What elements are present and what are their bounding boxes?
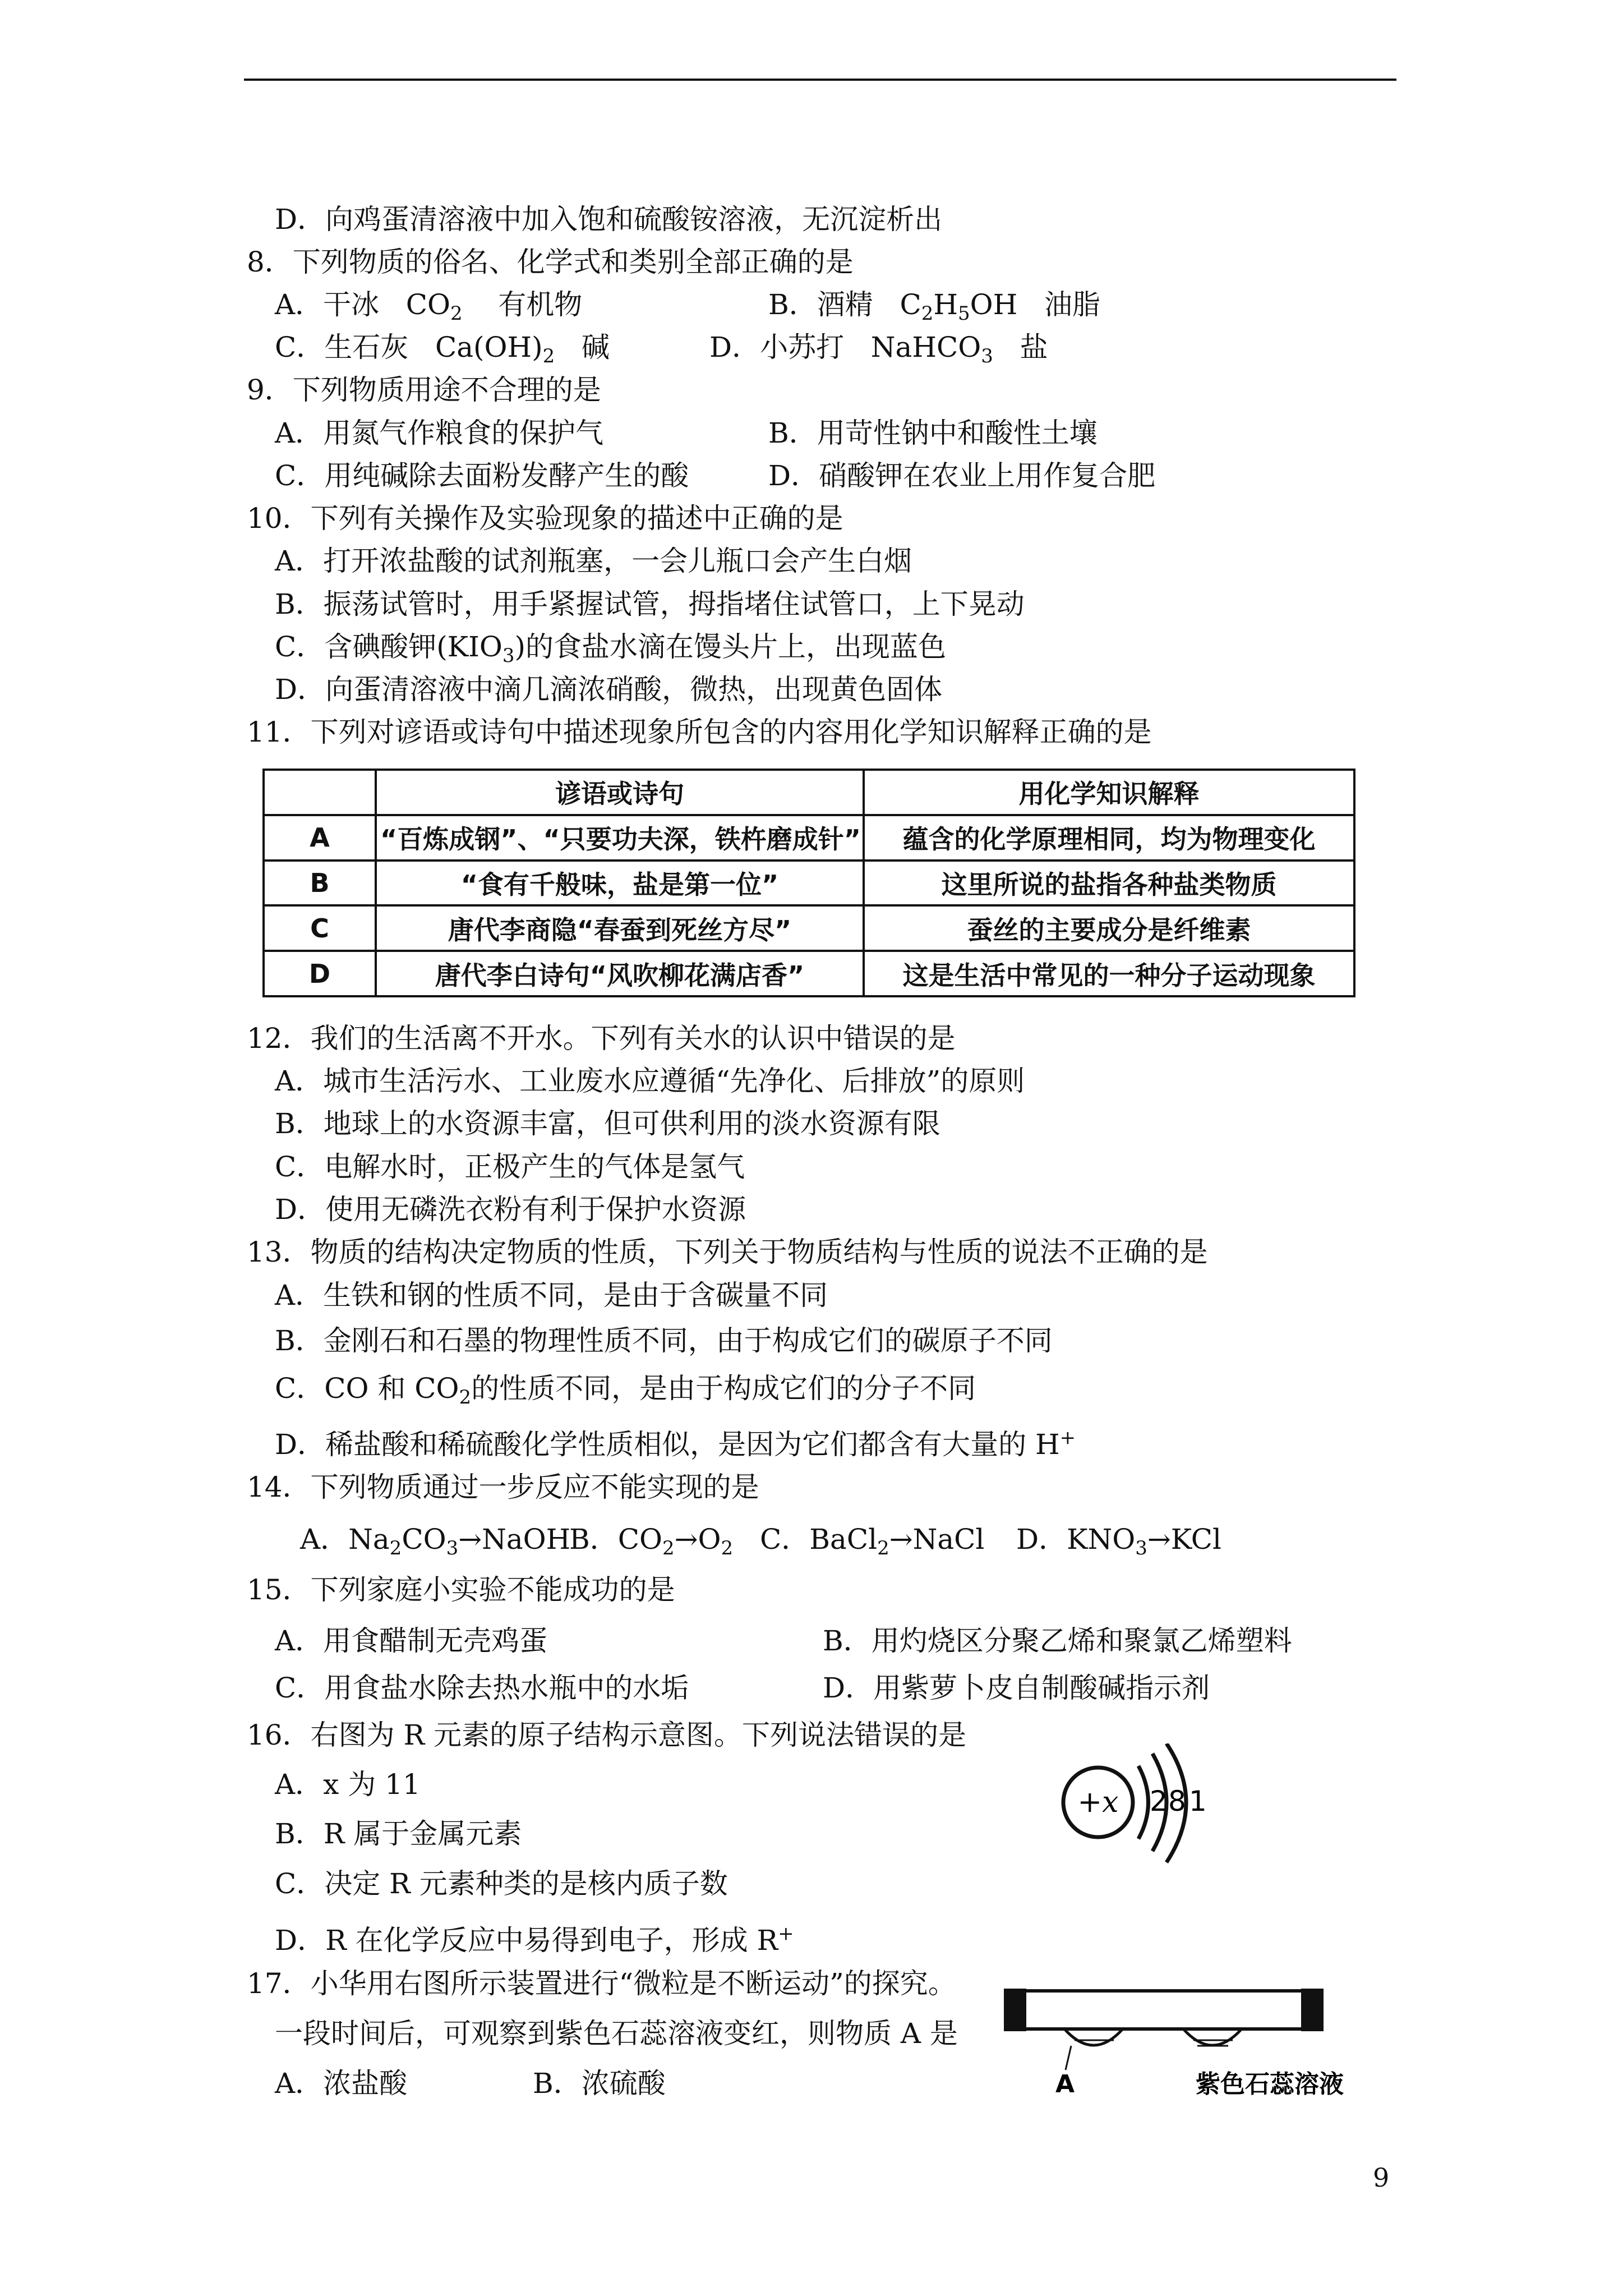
q14-option-d: D．$KNO_3\to KCl$ <box>1016 1523 1221 1559</box>
q13-stem: 13．物质的结构决定物质的性质，下列关于物质结构与性质的说法不正确的是 <box>247 1236 1208 1268</box>
q12-option-b: B．地球上的水资源丰富，但可供利用的淡水资源有限 <box>275 1107 940 1140</box>
q16-option-b: B．R 属于金属元素 <box>275 1818 522 1850</box>
q17-option-b: B．浓硫酸 <box>533 2067 666 2100</box>
q15-option-a: A．用食醋制无壳鸡蛋 <box>275 1625 548 1657</box>
q14-option-a: A．$Na_2CO_3\to NaOH$ <box>300 1523 571 1559</box>
label-a-leader <box>1066 2046 1071 2070</box>
q13-option-d: D．稀盐酸和稀硫酸化学性质相似，是因为它们都含有大量的 H+ <box>275 1427 1076 1461</box>
table-cell-explain: 这里所说的盐指各种盐类物质 <box>864 861 1354 906</box>
q8-option-a: A．干冰 $CO_2$ 有机物 <box>275 288 583 325</box>
apparatus-right-block <box>1301 1989 1324 2031</box>
table-cell-explain: 蚕丝的主要成分是纤维素 <box>864 905 1354 951</box>
table-cell-saying: “食有千般味，盐是第一位” <box>376 861 864 906</box>
electron-shell-1 <box>1138 1766 1149 1839</box>
table-cell-explain: 蕴含的化学原理相同，均为物理变化 <box>864 815 1354 861</box>
q17-stem: 17．小华用右图所示装置进行“微粒是不断运动”的探究。 <box>247 1967 956 2000</box>
q13-option-a: A．生铁和钢的性质不同，是由于含碳量不同 <box>275 1279 828 1312</box>
q10-option-c: C．含碘酸钾$(KIO_3)$的食盐水滴在馒头片上，出现蓝色 <box>275 631 947 667</box>
table-header-row <box>264 770 1354 815</box>
q11-table <box>262 769 1355 997</box>
q13-option-c: C．CO 和 $CO_2$的性质不同，是由于构成它们的分子不同 <box>275 1372 976 1409</box>
q9-option-c: C．用纯碱除去面粉发酵产生的酸 <box>275 459 689 492</box>
q10-option-b: B．振荡试管时，用手紧握试管，拇指堵住试管口，上下晃动 <box>275 588 1025 620</box>
shell-electron-count: 8 <box>1168 1785 1186 1818</box>
q12-option-d: D．使用无磷洗衣粉有利于保护水资源 <box>275 1193 746 1226</box>
q16-option-a: A．x 为 11 <box>275 1768 421 1801</box>
q9-option-b: B．用苛性钠中和酸性土壤 <box>768 417 1098 449</box>
table-cell-key: D <box>264 951 376 996</box>
apparatus-left-block <box>1004 1989 1026 2031</box>
q8-option-d: D．小苏打 NaHCO$_3$ 盐 <box>709 331 1048 367</box>
particle-motion-apparatus <box>1004 1977 1363 2106</box>
q8-stem: 8．下列物质的俗名、化学式和类别全部正确的是 <box>247 246 854 278</box>
q15-option-d: D．用紫萝卜皮自制酸碱指示剂 <box>823 1672 1210 1704</box>
q16-option-c: C．决定 R 元素种类的是核内质子数 <box>275 1867 728 1900</box>
q9-option-d: D．硝酸钾在农业上用作复合肥 <box>768 459 1156 492</box>
table-row <box>264 905 1354 951</box>
q10-option-a: A．打开浓盐酸的试剂瓶塞，一会儿瓶口会产生白烟 <box>275 545 912 577</box>
q17-stem-continued: 一段时间后，可观察到紫色石蕊溶液变红，则物质 A 是 <box>275 2017 958 2050</box>
q15-stem: 15．下列家庭小实验不能成功的是 <box>247 1573 675 1606</box>
q10-option-d: D．向蛋清溶液中滴几滴浓硝酸，微热，出现黄色固体 <box>275 673 943 706</box>
table-header <box>264 770 376 815</box>
table-cell-key: A <box>264 815 376 861</box>
q7-option-d: D．向鸡蛋清溶液中加入饱和硫酸铵溶液，无沉淀析出 <box>275 203 943 236</box>
table-header: 用化学知识解释 <box>864 770 1354 815</box>
q15-option-c: C．用食盐水除去热水瓶中的水垢 <box>275 1672 689 1704</box>
dish-litmus <box>1183 2029 1242 2045</box>
table-cell-saying: 唐代李商隐“春蚕到死丝方尽” <box>376 905 864 951</box>
atom-structure-diagram <box>1054 1743 1245 1878</box>
q11-stem: 11．下列对谚语或诗句中描述现象所包含的内容用化学知识解释正确的是 <box>247 716 1152 748</box>
q14-stem: 14．下列物质通过一步反应不能实现的是 <box>247 1471 759 1503</box>
q16-stem: 16．右图为 R 元素的原子结构示意图。下列说法错误的是 <box>247 1719 967 1751</box>
q14-option-b: B．$CO_2\to O_2$ <box>569 1523 734 1559</box>
q16-option-d: D．R 在化学反应中易得到电子，形成 R+ <box>275 1922 794 1957</box>
label-litmus-solution: 紫色石蕊溶液 <box>1196 2070 1344 2099</box>
table-cell-saying: “百炼成钢”、“只要功夫深，铁杵磨成针” <box>376 815 864 861</box>
q10-stem: 10．下列有关操作及实验现象的描述中正确的是 <box>247 502 843 535</box>
shell-electron-count: 1 <box>1189 1785 1207 1818</box>
q9-stem: 9．下列物质用途不合理的是 <box>247 374 601 406</box>
q9-option-a: A．用氮气作粮食的保护气 <box>275 417 604 449</box>
table-row <box>264 951 1354 996</box>
q15-option-b: B．用灼烧区分聚乙烯和聚氯乙烯塑料 <box>823 1625 1292 1657</box>
table-cell-key: C <box>264 905 376 951</box>
table-cell-key: B <box>264 861 376 906</box>
page-number: 9 <box>1373 2162 1390 2193</box>
q14-option-c: C．BaCl$_2$→NaCl <box>760 1523 985 1559</box>
q8-option-b: B．酒精 $C_2H_5OH$ 油脂 <box>768 288 1100 325</box>
table-cell-saying: 唐代李白诗句“风吹柳花满店香” <box>376 951 864 996</box>
q12-stem: 12．我们的生活离不开水。下列有关水的认识中错误的是 <box>247 1022 956 1055</box>
dish-a <box>1064 2029 1123 2045</box>
q17-option-a: A．浓盐酸 <box>275 2067 408 2100</box>
q12-option-c: C．电解水时，正极产生的气体是氢气 <box>275 1151 745 1183</box>
header-rule <box>244 79 1396 81</box>
table-row <box>264 815 1354 861</box>
table-header: 谚语或诗句 <box>376 770 864 815</box>
q12-option-a: A．城市生活污水、工业废水应遵循“先净化、后排放”的原则 <box>275 1065 1025 1097</box>
q8-option-c: C．生石灰 $Ca(OH)_2$ 碱 <box>275 331 610 367</box>
q13-option-b: B．金刚石和石墨的物理性质不同，由于构成它们的碳原子不同 <box>275 1324 1053 1357</box>
nucleus-charge: +x <box>1077 1786 1119 1819</box>
shell-electron-count: 2 <box>1150 1785 1168 1818</box>
table-row <box>264 861 1354 906</box>
table-cell-explain: 这是生活中常见的一种分子运动现象 <box>864 951 1354 996</box>
label-substance-a: A <box>1055 2070 1075 2099</box>
